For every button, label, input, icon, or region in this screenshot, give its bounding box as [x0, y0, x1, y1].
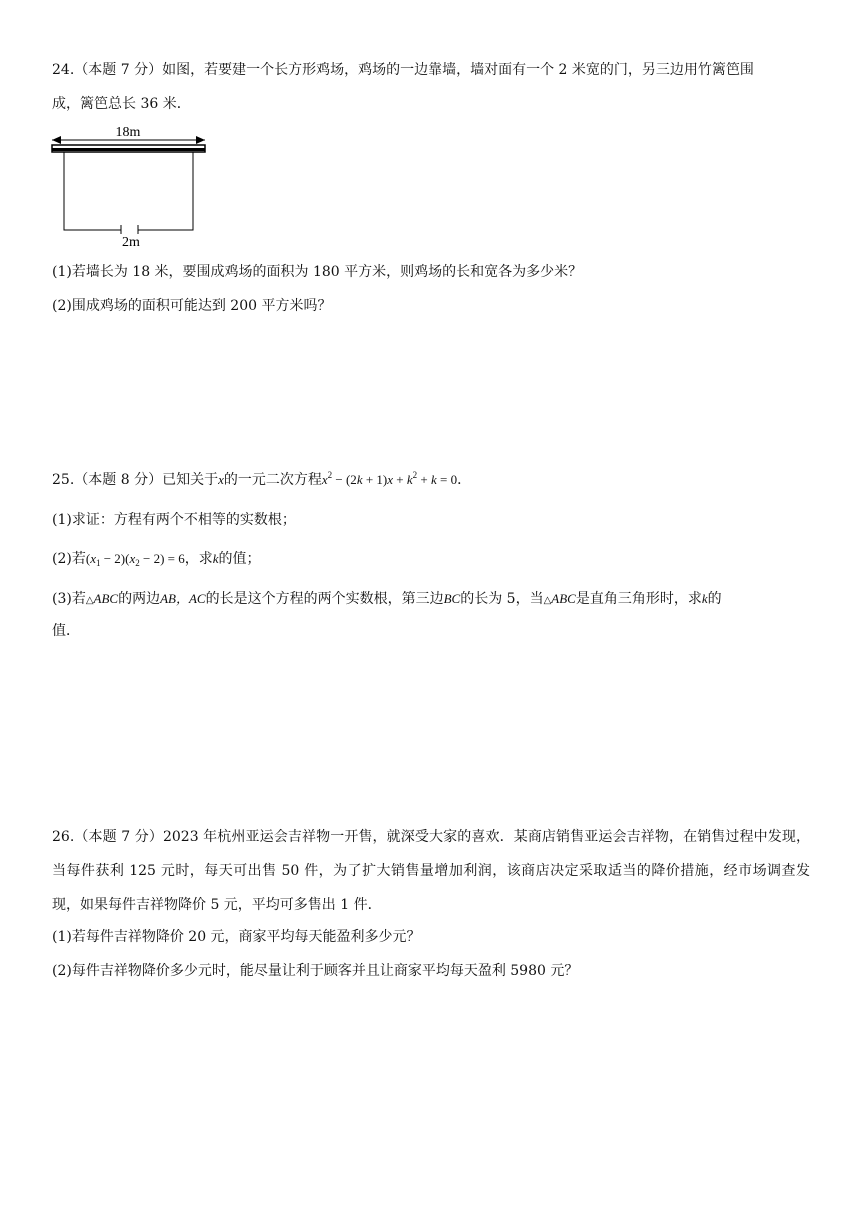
arrow-right-icon: [196, 136, 205, 144]
wall-length-label: 18m: [115, 125, 141, 140]
wall-fill: [52, 148, 205, 151]
q26-part2: (2)每件吉祥物降价多少元时，能尽量让利于顾客并且让商家平均每天盈利 5980 元？: [52, 963, 579, 979]
q25-part3-line2: 值．: [52, 623, 80, 639]
q25-part2-equation: $(x_1 - 2)(x_2 - 2) = 6$: [85, 551, 185, 568]
q25-stem: 25.（本题 8 分）已知关于x的一元二次方程$x^2 - (2k + 1)x + k^2 + k = 0$．: [52, 470, 472, 488]
q25-equation: $x^2 - (2k + 1)x + k^2 + k = 0$: [321, 470, 458, 487]
q26-paragraph: 26.（本题 7 分）2023 年杭州亚运会吉祥物一开售，就深受大家的喜欢．某商店销售亚运会吉祥物，在销售过程中发现，当每件获利 125 元时，每天可出售 50 件，为了扩大销售量增加利润，该商店决定采取适当的降价措施，经市场调查发现，如果每件吉祥物降价 5 元，平均可多售出 1 件．: [52, 829, 810, 913]
q24-stem-line2: 成，篱笆总长 36 米．: [52, 96, 191, 112]
q25-part2: (2)若$(x_1 - 2)(x_2 - 2) = 6$，求k的值；: [52, 551, 261, 568]
q25-part1: (1)求证：方程有两个不相等的实数根；: [52, 512, 296, 528]
arrow-left-icon: [52, 136, 61, 144]
fence-right: [138, 152, 193, 230]
q24-stem-line1: 24.（本题 7 分）如图，若要建一个长方形鸡场，鸡场的一边靠墙，墙对面有一个 2 米宽的门，另三边用竹篱笆围: [52, 62, 754, 78]
fence-left: [64, 152, 121, 230]
q24-figure: [48, 120, 213, 250]
q24-part1: (1)若墙长为 18 米，要围成鸡场的面积为 180 平方米，则鸡场的长和宽各为多少米？: [52, 264, 583, 280]
door-width-label: 2m: [122, 235, 140, 250]
var-x: x: [218, 472, 224, 487]
q24-part2: (2)围成鸡场的面积可能达到 200 平方米吗？: [52, 298, 332, 314]
q25-part3-line1: (3)若△ABC的两边AB，AC的长是这个方程的两个实数根，第三边BC的长为 5，当△ABC是直角三角形时，求k的: [52, 591, 722, 607]
q26-part1: (1)若每件吉祥物降价 20 元，商家平均每天能盈利多少元？: [52, 929, 421, 945]
